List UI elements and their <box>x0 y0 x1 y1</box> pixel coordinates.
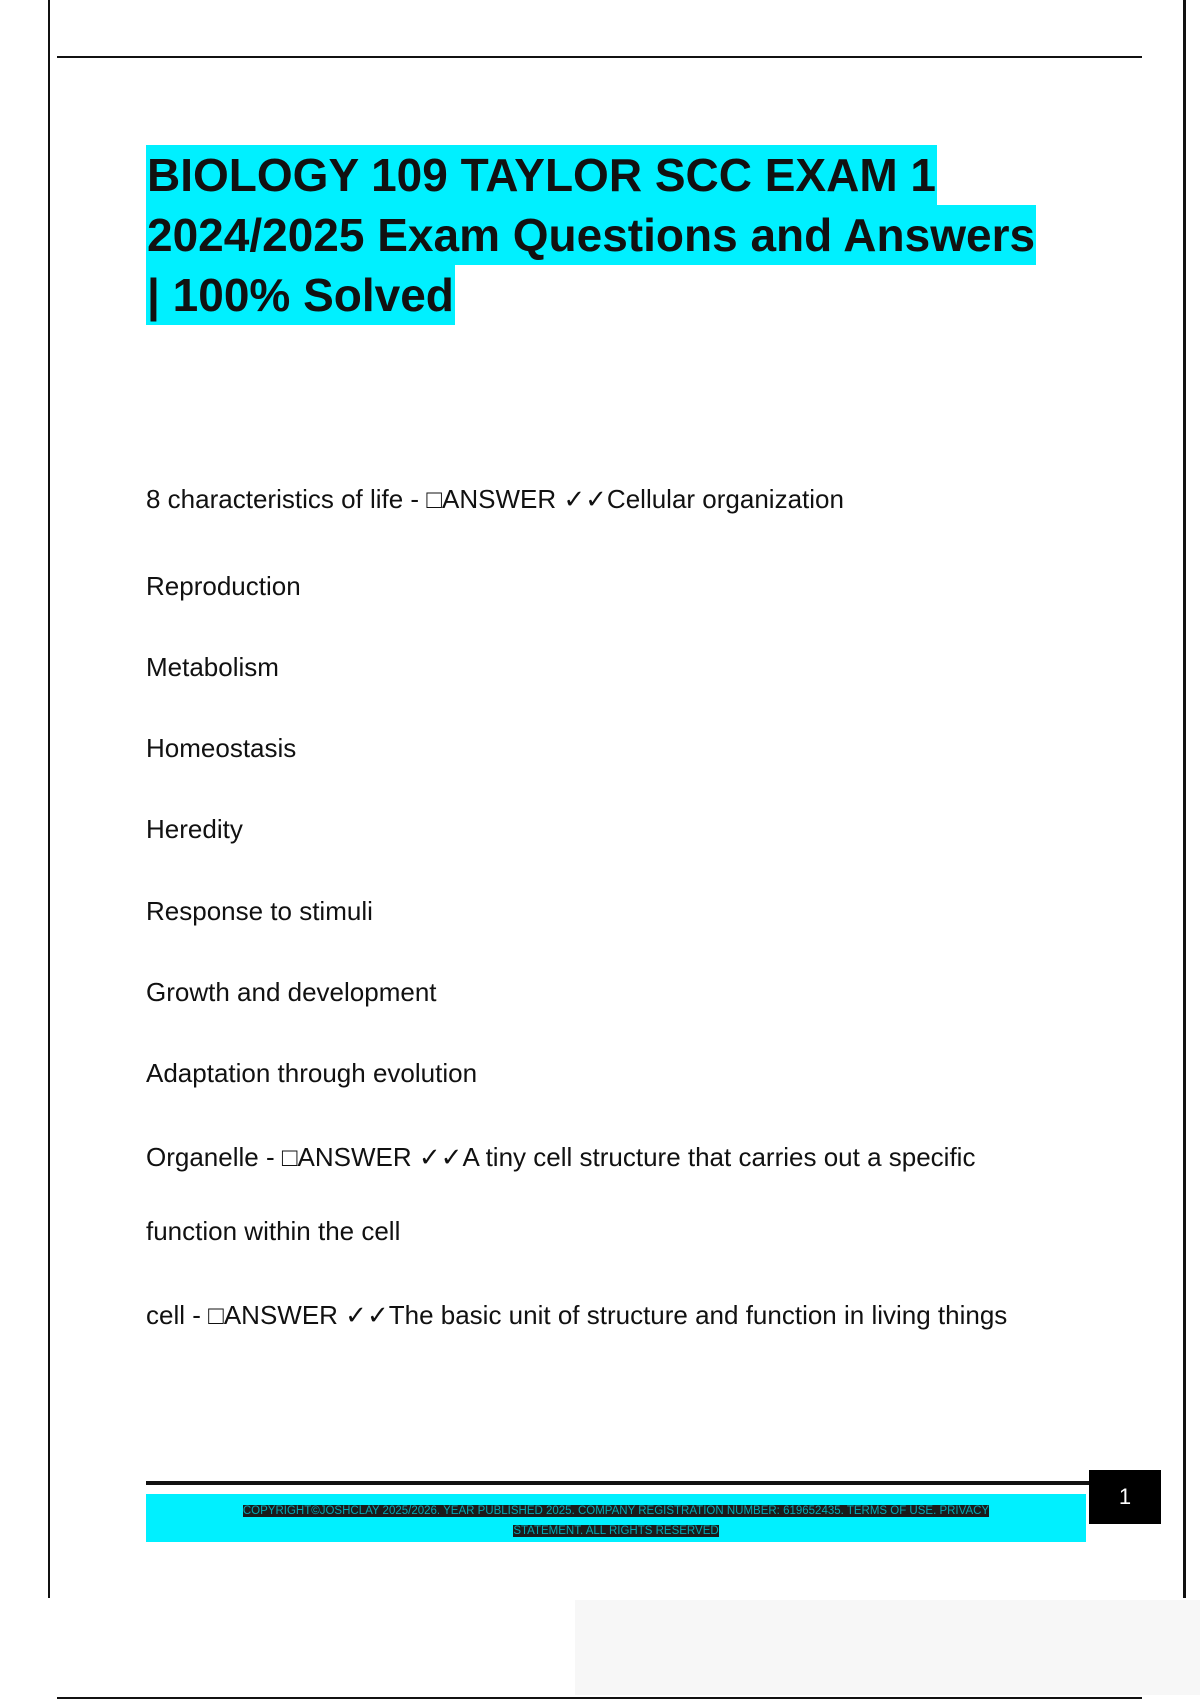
answer-item-response: Response to stimuli <box>146 896 373 926</box>
copyright-line-2: STATEMENT. ALL RIGHTS RESERVED <box>513 1525 719 1537</box>
header-rule <box>57 56 1142 58</box>
page-gap <box>575 1600 1200 1695</box>
document-title <box>146 145 1146 325</box>
answer-item-reproduction: Reproduction <box>146 571 301 601</box>
page-number: 1 <box>1089 1470 1161 1524</box>
question-8-characteristics: 8 characteristics of life - □ANSWER ✓✓Cellular organization <box>146 484 844 514</box>
answer-item-metabolism: Metabolism <box>146 652 279 682</box>
page-left-border <box>48 0 50 1598</box>
answer-item-adaptation: Adaptation through evolution <box>146 1058 478 1088</box>
copyright-line-1: COPYRIGHT©JOSHCLAY 2025/2026. YEAR PUBLISHED 2025. COMPANY REGISTRATION NUMBER: 619652435. TERMS OF USE. PRIVACY <box>242 1505 990 1517</box>
title-line-1: BIOLOGY 109 TAYLOR SCC EXAM 1 <box>146 145 937 205</box>
answer-item-heredity: Heredity <box>146 814 243 844</box>
copyright-footer <box>146 1494 1086 1542</box>
answer-item-growth: Growth and development <box>146 977 437 1007</box>
footer-rule <box>146 1481 1090 1485</box>
answer-item-homeostasis: Homeostasis <box>146 733 297 763</box>
next-page-rule <box>57 1697 1142 1699</box>
title-line-3: | 100% Solved <box>146 265 455 325</box>
question-organelle-continued: function within the cell <box>146 1216 401 1246</box>
question-organelle: Organelle - □ANSWER ✓✓A tiny cell structure that carries out a specific <box>146 1142 976 1172</box>
title-line-2: 2024/2025 Exam Questions and Answers <box>146 205 1036 265</box>
question-cell: cell - □ANSWER ✓✓The basic unit of structure and function in living things <box>146 1300 1008 1330</box>
page-right-border <box>1183 0 1186 1598</box>
